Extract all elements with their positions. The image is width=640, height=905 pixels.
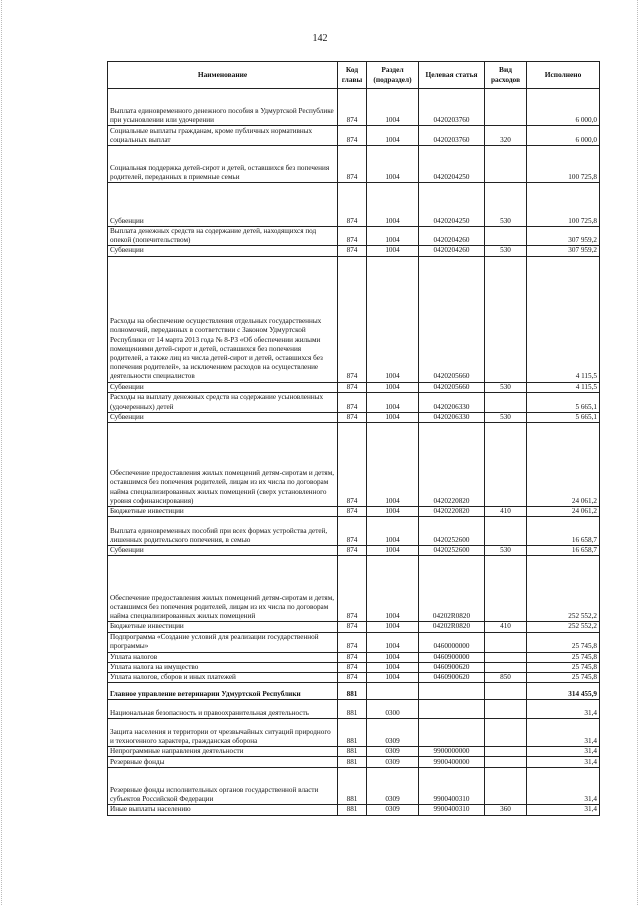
cell-exec: 31,4 <box>527 747 600 757</box>
cell-section: 1004 <box>367 507 419 517</box>
cell-code: 881 <box>338 683 367 700</box>
cell-kind <box>485 423 527 507</box>
table-row <box>108 246 600 256</box>
cell-target: 0420204260 <box>419 246 485 256</box>
cell-name: Национальная безопасность и правоохранительная деятельность <box>108 700 338 719</box>
cell-target: 0420203760 <box>419 89 485 126</box>
cell-code: 874 <box>338 382 367 392</box>
table-row <box>108 700 600 719</box>
header-name: Наименование <box>108 62 338 89</box>
table-row <box>108 89 600 126</box>
cell-code: 881 <box>338 747 367 757</box>
cell-section: 1004 <box>367 392 419 412</box>
cell-target: 04202R0820 <box>419 556 485 622</box>
cell-exec: 24 061,2 <box>527 423 600 507</box>
cell-kind: 410 <box>485 507 527 517</box>
cell-section: 1004 <box>367 183 419 227</box>
table-row <box>108 683 600 700</box>
cell-exec: 31,4 <box>527 700 600 719</box>
cell-name: Уплата налогов <box>108 652 338 662</box>
cell-exec: 100 725,8 <box>527 146 600 183</box>
cell-name: Субвенции <box>108 382 338 392</box>
table-row <box>108 719 600 747</box>
cell-section: 0309 <box>367 768 419 805</box>
cell-code: 874 <box>338 183 367 227</box>
cell-section: 1004 <box>367 622 419 632</box>
cell-name: Субвенции <box>108 246 338 256</box>
cell-section: 1004 <box>367 423 419 507</box>
table-row <box>108 632 600 652</box>
cell-code: 881 <box>338 700 367 719</box>
table-row <box>108 556 600 622</box>
cell-kind <box>485 662 527 672</box>
cell-name: Субвенции <box>108 546 338 556</box>
cell-section: 1004 <box>367 126 419 146</box>
cell-kind <box>485 392 527 412</box>
cell-kind: 360 <box>485 805 527 815</box>
cell-code: 881 <box>338 805 367 815</box>
cell-target: 9900400310 <box>419 805 485 815</box>
cell-target <box>419 683 485 700</box>
cell-exec: 100 725,8 <box>527 183 600 227</box>
cell-target: 0420220820 <box>419 423 485 507</box>
table-row <box>108 412 600 422</box>
cell-kind <box>485 517 527 546</box>
cell-name: Выплата единовременных пособий при всех формах устройства детей, лишенных родительского попечения, в семью <box>108 517 338 546</box>
table-row <box>108 392 600 412</box>
table-row <box>108 757 600 768</box>
cell-section: 1004 <box>367 652 419 662</box>
cell-exec: 31,4 <box>527 768 600 805</box>
cell-name: Бюджетные инвестиции <box>108 507 338 517</box>
cell-name: Расходы на обеспечение осуществления отдельных государственных полномочий, переданных в соответствии с Законом Удмуртской Республики от 14 марта 2013 года № 8-РЗ «Об обеспечении жилыми помещениями детей-сирот и детей, оставшихся без попечения родителей, а также лиц из числа детей-сирот и детей, оставшихся без попечения родителей», за исключением расходов на осуществление деятельности специалистов <box>108 256 338 382</box>
cell-kind: 320 <box>485 126 527 146</box>
cell-section: 1004 <box>367 146 419 183</box>
cell-code: 874 <box>338 662 367 672</box>
cell-name: Защита населения и территории от чрезвычайных ситуаций природного и техногенного характера, гражданская оборона <box>108 719 338 747</box>
table-row <box>108 662 600 672</box>
right-edge-dots <box>637 0 639 905</box>
table-row <box>108 622 600 632</box>
cell-code: 874 <box>338 632 367 652</box>
cell-section: 1004 <box>367 256 419 382</box>
table-row <box>108 546 600 556</box>
table-body <box>108 89 600 816</box>
cell-name: Уплата налогов, сборов и иных платежей <box>108 673 338 683</box>
cell-target: 9900400000 <box>419 757 485 768</box>
cell-code: 874 <box>338 227 367 246</box>
cell-name: Иные выплаты населению <box>108 805 338 815</box>
cell-section: 0309 <box>367 719 419 747</box>
header-target: Целевая статья <box>419 62 485 89</box>
cell-exec: 31,4 <box>527 719 600 747</box>
cell-code: 874 <box>338 146 367 183</box>
table-row <box>108 507 600 517</box>
table-row <box>108 146 600 183</box>
cell-name: Выплата единовременного денежного пособия в Удмуртской Республике при усыновлении или удочерении <box>108 89 338 126</box>
cell-section: 1004 <box>367 89 419 126</box>
cell-name: Обеспечение предоставления жилых помещений детям-сиротам и детям, оставшимся без попечения родителей, лицам из их числа по договорам найма специализированных жилых помещений <box>108 556 338 622</box>
cell-name: Социальная поддержка детей-сирот и детей, оставшихся без попечения родителей, переданных в приемные семьи <box>108 146 338 183</box>
table-row <box>108 183 600 227</box>
header-exec: Исполнено <box>527 62 600 89</box>
cell-kind <box>485 256 527 382</box>
cell-exec: 25 745,8 <box>527 632 600 652</box>
cell-kind <box>485 747 527 757</box>
table-row <box>108 652 600 662</box>
budget-table <box>107 61 600 816</box>
left-edge-dots <box>1 0 3 905</box>
cell-section: 1004 <box>367 517 419 546</box>
cell-code: 874 <box>338 392 367 412</box>
cell-section: 1004 <box>367 556 419 622</box>
cell-target: 0420206330 <box>419 412 485 422</box>
cell-exec: 4 115,5 <box>527 256 600 382</box>
cell-exec: 5 665,1 <box>527 412 600 422</box>
cell-exec: 4 115,5 <box>527 382 600 392</box>
cell-section: 0300 <box>367 700 419 719</box>
cell-name: Бюджетные инвестиции <box>108 622 338 632</box>
table-row <box>108 768 600 805</box>
cell-name: Расходы на выплату денежных средств на содержание усыновленных (удочеренных) детей <box>108 392 338 412</box>
header-section: Раздел (подраздел) <box>367 62 419 89</box>
cell-code: 874 <box>338 652 367 662</box>
cell-target: 0420252600 <box>419 517 485 546</box>
cell-kind <box>485 719 527 747</box>
cell-kind: 530 <box>485 246 527 256</box>
header-code: Код главы <box>338 62 367 89</box>
cell-name: Субвенции <box>108 412 338 422</box>
table-row <box>108 805 600 815</box>
cell-section: 1004 <box>367 673 419 683</box>
cell-target: 04202R0820 <box>419 622 485 632</box>
cell-name: Главное управление ветеринарии Удмуртской Республики <box>108 683 338 700</box>
cell-code: 881 <box>338 768 367 805</box>
cell-name: Подпрограмма «Создание условий для реализации государственной программы» <box>108 632 338 652</box>
header-kind: Вид расходов <box>485 62 527 89</box>
cell-section: 0309 <box>367 805 419 815</box>
cell-exec: 252 552,2 <box>527 622 600 632</box>
cell-exec: 252 552,2 <box>527 556 600 622</box>
cell-kind <box>485 768 527 805</box>
cell-section: 1004 <box>367 546 419 556</box>
cell-exec: 25 745,8 <box>527 673 600 683</box>
cell-target: 0460900620 <box>419 673 485 683</box>
cell-kind <box>485 700 527 719</box>
cell-code: 874 <box>338 546 367 556</box>
cell-code: 874 <box>338 246 367 256</box>
table-row <box>108 126 600 146</box>
cell-code: 874 <box>338 423 367 507</box>
cell-target: 0460900000 <box>419 652 485 662</box>
cell-kind <box>485 89 527 126</box>
cell-name: Выплата денежных средств на содержание детей, находящихся под опекой (попечительством) <box>108 227 338 246</box>
cell-kind: 530 <box>485 382 527 392</box>
cell-kind: 410 <box>485 622 527 632</box>
cell-name: Обеспечение предоставления жилых помещений детям-сиротам и детям, оставшимся без попечения родителей, лицам из их числа по договорам найма специализированных жилых помещений (сверх установленного уровня софинансирования) <box>108 423 338 507</box>
cell-section: 0309 <box>367 757 419 768</box>
cell-kind: 530 <box>485 183 527 227</box>
page-number: 142 <box>312 33 328 44</box>
cell-name: Социальные выплаты гражданам, кроме публичных нормативных социальных выплат <box>108 126 338 146</box>
cell-code: 874 <box>338 622 367 632</box>
cell-section: 1004 <box>367 227 419 246</box>
cell-kind <box>485 556 527 622</box>
cell-name: Непрограммные направления деятельности <box>108 747 338 757</box>
cell-target: 0420204250 <box>419 183 485 227</box>
cell-target: 0420252600 <box>419 546 485 556</box>
cell-target: 0420204250 <box>419 146 485 183</box>
table-row <box>108 256 600 382</box>
cell-code: 874 <box>338 517 367 546</box>
cell-exec: 25 745,8 <box>527 652 600 662</box>
cell-target: 9900000000 <box>419 747 485 757</box>
cell-exec: 314 455,9 <box>527 683 600 700</box>
table-row <box>108 382 600 392</box>
cell-target <box>419 719 485 747</box>
cell-target: 0420206330 <box>419 392 485 412</box>
cell-code: 874 <box>338 673 367 683</box>
cell-section: 1004 <box>367 632 419 652</box>
cell-target: 9900400310 <box>419 768 485 805</box>
cell-target: 0460900620 <box>419 662 485 672</box>
cell-exec: 25 745,8 <box>527 662 600 672</box>
cell-kind: 530 <box>485 412 527 422</box>
cell-kind: 850 <box>485 673 527 683</box>
table-header-row <box>108 62 600 89</box>
cell-code: 881 <box>338 719 367 747</box>
cell-kind <box>485 146 527 183</box>
cell-target: 0420205660 <box>419 256 485 382</box>
cell-exec: 6 000,0 <box>527 89 600 126</box>
cell-code: 874 <box>338 556 367 622</box>
cell-target: 0420203760 <box>419 126 485 146</box>
cell-target: 0420204260 <box>419 227 485 246</box>
cell-kind <box>485 632 527 652</box>
cell-section <box>367 683 419 700</box>
cell-name: Уплата налога на имущество <box>108 662 338 672</box>
cell-exec: 31,4 <box>527 757 600 768</box>
cell-code: 874 <box>338 126 367 146</box>
table-row <box>108 673 600 683</box>
cell-exec: 16 658,7 <box>527 517 600 546</box>
table-row <box>108 517 600 546</box>
cell-kind <box>485 683 527 700</box>
cell-exec: 31,4 <box>527 805 600 815</box>
cell-kind <box>485 652 527 662</box>
cell-target: 0420205660 <box>419 382 485 392</box>
table-row <box>108 227 600 246</box>
cell-name: Резервные фонды <box>108 757 338 768</box>
cell-target: 0420220820 <box>419 507 485 517</box>
table-row <box>108 423 600 507</box>
cell-code: 874 <box>338 507 367 517</box>
cell-section: 0309 <box>367 747 419 757</box>
cell-target <box>419 700 485 719</box>
cell-exec: 307 959,2 <box>527 246 600 256</box>
cell-code: 874 <box>338 412 367 422</box>
cell-exec: 6 000,0 <box>527 126 600 146</box>
cell-section: 1004 <box>367 412 419 422</box>
table-row <box>108 747 600 757</box>
cell-code: 874 <box>338 256 367 382</box>
cell-code: 874 <box>338 89 367 126</box>
cell-name: Резервные фонды исполнительных органов государственной власти субъектов Российской Федерации <box>108 768 338 805</box>
cell-name: Субвенции <box>108 183 338 227</box>
cell-exec: 307 959,2 <box>527 227 600 246</box>
cell-section: 1004 <box>367 662 419 672</box>
cell-section: 1004 <box>367 246 419 256</box>
cell-code: 881 <box>338 757 367 768</box>
cell-exec: 5 665,1 <box>527 392 600 412</box>
cell-target: 0460000000 <box>419 632 485 652</box>
cell-kind <box>485 227 527 246</box>
cell-exec: 16 658,7 <box>527 546 600 556</box>
cell-kind: 530 <box>485 546 527 556</box>
cell-exec: 24 061,2 <box>527 507 600 517</box>
cell-section: 1004 <box>367 382 419 392</box>
cell-kind <box>485 757 527 768</box>
